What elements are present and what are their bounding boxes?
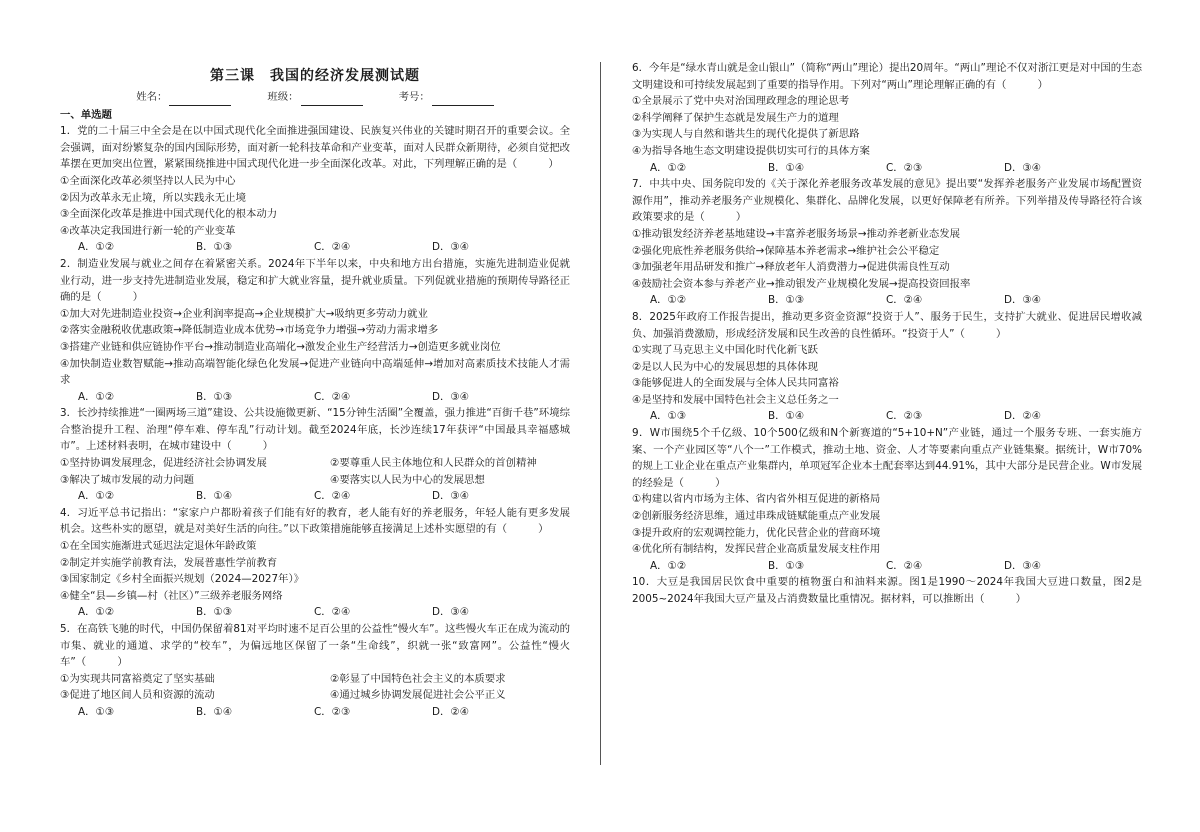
question-3-item-1: ①坚持协调发展理念，促进经济社会协调发展 bbox=[60, 457, 267, 470]
question-7-item-2: ②强化兜底性养老服务供给→保障基本养老需求→维护社会公平稳定 bbox=[632, 244, 940, 257]
class-field[interactable] bbox=[267, 89, 362, 106]
choice-b[interactable]: B．①③ bbox=[768, 559, 805, 572]
question-3-text: 3．长沙持续推进“一圈两场三道”建设、公共设施微更新、“15分钟生活圈”全覆盖，强力推进“百街千巷”环境综合整治提升工程、治理“停车难、停车乱”行动计划。截至2024年底，长沙连续17年获评“中国最具幸福感城市”。上述材料表明，在城市建设中（ ） bbox=[60, 407, 570, 453]
choice-c[interactable]: C．②④ bbox=[314, 490, 351, 503]
question-3-choices bbox=[60, 488, 570, 505]
question-5-item-3: ③促进了地区间人员和资源的流动 bbox=[60, 689, 215, 702]
choice-d[interactable]: D．③④ bbox=[432, 606, 470, 619]
question-7-text: 7．中共中央、国务院印发的《关于深化养老服务改革发展的意见》提出要“发挥养老服务产业发展市场配置资源作用”，推动养老服务产业规模化、集群化、品牌化发展，以更好保障老有所养。下列举措及传导路径符合该政策要求的是（ ） bbox=[632, 178, 1142, 224]
choice-c[interactable]: C．②④ bbox=[886, 559, 923, 572]
class-blank[interactable] bbox=[301, 93, 363, 106]
question-3-item-3: ③解决了城市发展的动力问题 bbox=[60, 473, 195, 486]
choice-a[interactable]: A．①② bbox=[78, 390, 115, 403]
choice-d[interactable]: D．③④ bbox=[1004, 559, 1042, 572]
question-7-item-1: ①推动银发经济养老基地建设→丰富养老服务场景→推动养老新业态发展 bbox=[632, 227, 961, 240]
name-label: 姓名： bbox=[136, 91, 168, 103]
exam-no-label: 考号： bbox=[398, 91, 430, 103]
question-5-item-2: ②彰显了中国特色社会主义的本质要求 bbox=[330, 672, 506, 685]
question-5-items-row-2 bbox=[60, 687, 570, 704]
section-heading: 一、单选题 bbox=[60, 108, 112, 121]
question-1-item-3: ③全面深化改革是推进中国式现代化的根本动力 bbox=[60, 208, 278, 221]
question-5-item-1: ①为实现共同富裕奠定了坚实基础 bbox=[60, 672, 215, 685]
column-divider bbox=[600, 62, 601, 765]
question-9-item-2: ②创新服务经济思维，通过串珠成链赋能重点产业发展 bbox=[632, 510, 881, 523]
choice-d[interactable]: D．③④ bbox=[432, 241, 470, 254]
choice-b[interactable]: B．①④ bbox=[196, 705, 233, 718]
question-6-item-2: ②科学阐释了保护生态就是发展生产力的道理 bbox=[632, 111, 839, 124]
choice-d[interactable]: D．③④ bbox=[1004, 294, 1042, 307]
question-9-text: 9．W市围绕5个千亿级、10个500亿级和N个新赛道的“5+10+N”产业链，通过一个服务专班、一套实施方案、一个产业园区等“八个一”工作模式，推动土地、资金、人才等要素向重点产业链集聚。据统计，W市70%的规上工业企业在重点产业集群内，单项冠军企业本土配套率达到44.91%，其中大部分是民营企业。W市发展的经验是（ ） bbox=[632, 427, 1142, 489]
question-10 bbox=[632, 574, 1142, 607]
question-9-item-3: ③提升政府的宏观调控能力，优化民营企业的营商环境 bbox=[632, 526, 881, 539]
question-7-choices bbox=[632, 292, 1142, 309]
question-1 bbox=[60, 123, 570, 256]
question-1-choices bbox=[60, 239, 570, 256]
question-8-choices bbox=[632, 408, 1142, 425]
question-6-item-3: ③为实现人与自然和谐共生的现代化提供了新思路 bbox=[632, 128, 860, 141]
choice-c[interactable]: C．②④ bbox=[314, 606, 351, 619]
question-9-item-1: ①构建以省内市场为主体、省内省外相互促进的新格局 bbox=[632, 493, 881, 506]
choice-b[interactable]: B．①④ bbox=[768, 161, 805, 174]
question-4-item-2: ②制定并实施学前教育法，发展普惠性学前教育 bbox=[60, 556, 278, 569]
choice-b[interactable]: B．①③ bbox=[768, 294, 805, 307]
question-5 bbox=[60, 621, 570, 721]
choice-a[interactable]: A．①② bbox=[78, 606, 115, 619]
question-8-item-3: ③能够促进人的全面发展与全体人民共同富裕 bbox=[632, 377, 839, 390]
left-column bbox=[60, 60, 570, 721]
choice-a[interactable]: A．①② bbox=[78, 490, 115, 503]
question-2-item-4: ④加快制造业数智赋能→推动高端智能化绿色化发展→促进产业链向中高端延伸→增加对高素质技术技能人才需求 bbox=[60, 357, 570, 387]
choice-c[interactable]: C．②④ bbox=[314, 241, 351, 254]
choice-d[interactable]: D．③④ bbox=[432, 490, 470, 503]
question-1-item-2: ②因为改革永无止境，所以实践永无止境 bbox=[60, 191, 246, 204]
exam-no-field[interactable] bbox=[399, 89, 494, 106]
question-6-item-1: ①全景展示了党中央对治国理政理念的理论思考 bbox=[632, 95, 850, 108]
choice-b[interactable]: B．①③ bbox=[196, 241, 233, 254]
question-1-item-4: ④改革决定我国进行新一轮的产业变革 bbox=[60, 224, 236, 237]
question-6-text: 6．今年是“绿水青山就是金山银山”（简称“两山”理论）提出20周年。“两山”理论不仅对浙江更是对中国的生态文明建设和可持续发展起到了重要的指导作用。下列对“两山”理论理解正确的有（ ） bbox=[632, 62, 1142, 91]
choice-a[interactable]: A．①③ bbox=[650, 410, 687, 423]
choice-c[interactable]: C．②③ bbox=[314, 705, 351, 718]
choice-d[interactable]: D．②④ bbox=[432, 705, 470, 718]
question-4-item-1: ①在全国实施渐进式延迟法定退休年龄政策 bbox=[60, 540, 257, 553]
choice-c[interactable]: C．②③ bbox=[886, 410, 923, 423]
choice-b[interactable]: B．①④ bbox=[768, 410, 805, 423]
exam-no-blank[interactable] bbox=[432, 93, 494, 106]
question-8-item-4: ④是坚持和发展中国特色社会主义总任务之一 bbox=[632, 393, 839, 406]
question-6-item-4: ④为指导各地生态文明建设提供切实可行的具体方案 bbox=[632, 144, 870, 157]
choice-b[interactable]: B．①③ bbox=[196, 606, 233, 619]
right-column bbox=[632, 60, 1142, 608]
name-field[interactable] bbox=[136, 89, 231, 106]
question-9-item-4: ④优化所有制结构，发挥民营企业高质量发展支柱作用 bbox=[632, 543, 881, 556]
question-3-items-row-1 bbox=[60, 455, 570, 472]
question-1-item-1: ①全面深化改革必须坚持以人民为中心 bbox=[60, 174, 236, 187]
page-title: 第三课 我国的经济发展测试题 bbox=[210, 68, 420, 84]
question-4-choices bbox=[60, 604, 570, 621]
question-2-item-2: ②落实金融税收优惠政策→降低制造业成本优势→市场竞争力增强→劳动力需求增多 bbox=[60, 324, 439, 337]
choice-d[interactable]: D．③④ bbox=[432, 390, 470, 403]
question-8-item-2: ②是以人民为中心的发展思想的具体体现 bbox=[632, 360, 818, 373]
question-10-text: 10．大豆是我国居民饮食中重要的植物蛋白和油料来源。图1是1990～2024年我国大豆进口数量，图2是2005~2024年我国大豆产量及占消费数量比重情况。据材料，可以推断出（ ） bbox=[632, 576, 1142, 605]
question-8-text: 8．2025年政府工作报告提出，推动更多资金资源“投资于人”、服务于民生，支持扩大就业、促进居民增收减负、加强消费激励，形成经济发展和民生改善的良性循环。“投资于人”（ ） bbox=[632, 310, 1142, 340]
question-3-items-row-2 bbox=[60, 472, 570, 489]
question-5-text: 5．在高铁飞驰的时代，中国仍保留着81对平均时速不足百公里的公益性“慢火车”。这些慢火车正在成为流动的市集、就业的通道、求学的“校车”，为偏远地区保留了一条“生命线”，织就一张“致富网”。公益性“慢火车”（ ） bbox=[60, 623, 570, 669]
question-7 bbox=[632, 176, 1142, 309]
question-3-item-4: ④要落实以人民为中心的发展思想 bbox=[330, 473, 485, 486]
question-5-item-4: ④通过城乡协调发展促进社会公平正义 bbox=[330, 689, 506, 702]
question-6 bbox=[632, 60, 1142, 176]
choice-b[interactable]: B．①③ bbox=[196, 390, 233, 403]
question-5-items-row-1 bbox=[60, 671, 570, 688]
question-2 bbox=[60, 256, 570, 405]
choice-a[interactable]: A．①② bbox=[650, 559, 687, 572]
question-4-item-3: ③国家制定《乡村全面振兴规划（2024—2027年）》 bbox=[60, 573, 305, 586]
question-6-choices bbox=[632, 160, 1142, 177]
choice-c[interactable]: C．②③ bbox=[886, 161, 923, 174]
choice-a[interactable]: A．①② bbox=[650, 294, 687, 307]
choice-a[interactable]: A．①② bbox=[78, 241, 115, 254]
question-2-choices bbox=[60, 389, 570, 406]
question-2-item-1: ①加大对先进制造业投资→企业利润率提高→企业规模扩大→吸纳更多劳动力就业 bbox=[60, 307, 428, 320]
question-4-text: 4．习近平总书记指出：“家家户户都盼着孩子们能有好的教育，老人能有好的养老服务，年轻人能有更多发展机会。这些朴实的愿望，就是对美好生活的向往。”以下政策措施能够直接满足上述朴实愿望的有（ ） bbox=[60, 506, 570, 536]
question-1-text: 1．党的二十届三中全会是在以中国式现代化全面推进强国建设、民族复兴伟业的关键时期召开的重要会议。全会强调，面对纷繁复杂的国内国际形势，面对新一轮科技革命和产业变革，面对人民群众新期待，必须自觉把改革摆在更加突出位置，紧紧围绕推进中国式现代化进一步全面深化改革。对此，下列理解正确的是（ ） bbox=[60, 125, 570, 171]
question-4-item-4: ④健全“县—乡镇—村（社区）”三级养老服务网络 bbox=[60, 589, 283, 602]
choice-c[interactable]: C．②④ bbox=[886, 294, 923, 307]
question-7-item-3: ③加强老年用品研发和推广→释放老年人消费潜力→促进供需良性互动 bbox=[632, 261, 950, 274]
question-3-item-2: ②要尊重人民主体地位和人民群众的首创精神 bbox=[330, 457, 537, 470]
question-3 bbox=[60, 405, 570, 505]
question-9-choices bbox=[632, 558, 1142, 575]
choice-d[interactable]: D．②④ bbox=[1004, 410, 1042, 423]
student-info-line bbox=[60, 89, 570, 106]
question-7-item-4: ④鼓励社会资本参与养老产业→推动银发产业规模化发展→提高投资回报率 bbox=[632, 277, 971, 290]
question-5-choices bbox=[60, 704, 570, 721]
choice-b[interactable]: B．①④ bbox=[196, 490, 233, 503]
question-9 bbox=[632, 425, 1142, 574]
question-4 bbox=[60, 505, 570, 621]
question-2-text: 2．制造业发展与就业之间存在着紧密关系。2024年下半年以来，中央和地方出台措施，实施先进制造业促就业行动，进一步支持先进制造业发展，稳定和扩大就业容量，提升就业质量。下列促就业措施的预期传导路径正确的是（ ） bbox=[60, 257, 570, 304]
choice-c[interactable]: C．②④ bbox=[314, 390, 351, 403]
name-blank[interactable] bbox=[169, 93, 231, 106]
choice-a[interactable]: A．①③ bbox=[78, 705, 115, 718]
choice-d[interactable]: D．③④ bbox=[1004, 161, 1042, 174]
class-label: 班级： bbox=[267, 91, 299, 103]
question-8-item-1: ①实现了马克思主义中国化时代化新飞跃 bbox=[632, 344, 818, 357]
question-8 bbox=[632, 309, 1142, 425]
question-2-item-3: ③搭建产业链和供应链协作平台→推动制造业高端化→激发企业生产经营活力→创造更多就业岗位 bbox=[60, 340, 501, 353]
choice-a[interactable]: A．①② bbox=[650, 161, 687, 174]
